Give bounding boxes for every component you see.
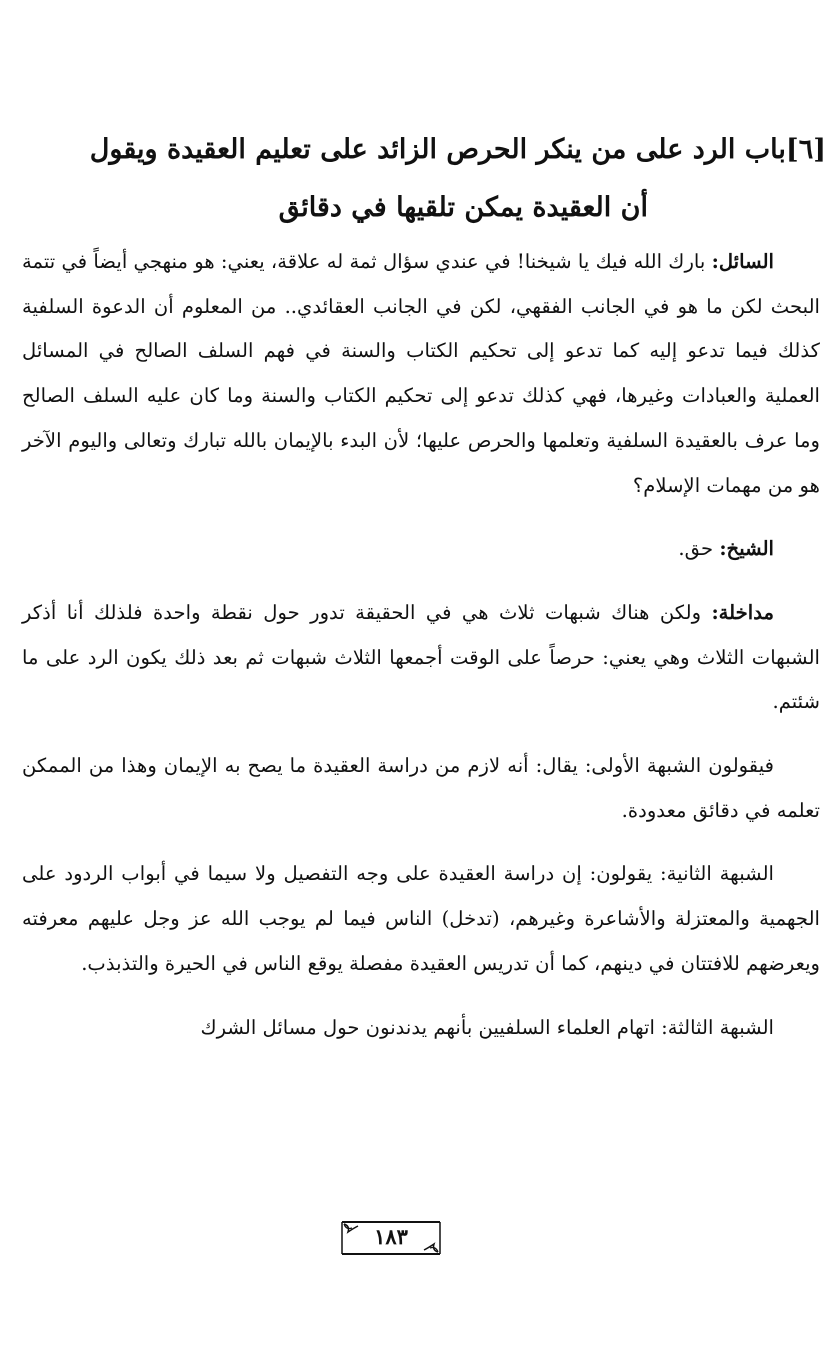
page-number: ١٨٣	[374, 1224, 408, 1249]
paragraph-text: الشبهة الثالثة: اتهام العلماء السلفيين بأنهم يدندنون حول مسائل الشرك	[200, 1015, 774, 1039]
page-body	[22, 240, 820, 1050]
chapter-heading-line-2: أن العقيدة يمكن تلقيها في دقائق	[278, 192, 648, 223]
chapter-heading-line-1: [٦]باب الرد على من ينكر الحرص الزائد على تعليم العقيدة ويقول	[89, 134, 826, 165]
paragraph-text: بارك الله فيك يا شيخنا! في عندي سؤال ثمة له علاقة، يعني: هو منهجي أيضاً في تتمة البحث لكن ما هو في الجانب الفقهي، لكن في الجانب العقائدي.. من المعلوم أن الدعوة السلفية كذلك فيما تدعو إليه كما تدعو إلى تحكيم الكتاب والسنة في فهم السلف الصالح في المسائل العملية والعبادات وغيرها، فهي كذلك تدعو إلى تحكيم الكتاب والسنة وما كان عليه السلف الصالح وما عرف بالعقيدة السلفية وتعلمها والحرص عليها؛ لأن البدء بالإيمان بالله تبارك وتعالى واليوم الآخر هو من مهمات الإسلام؟	[22, 250, 820, 497]
speaker-label: مداخلة:	[711, 600, 774, 624]
paragraph-text: حق.	[678, 537, 720, 561]
speaker-label: السائل:	[711, 250, 774, 273]
paragraph-second-doubt	[22, 852, 820, 986]
paragraph-intervention	[22, 591, 820, 725]
paragraph-sheikh	[22, 527, 820, 572]
speaker-label: الشيخ:	[719, 537, 774, 561]
page-number-frame	[336, 1216, 446, 1260]
paragraph-text: ولكن هناك شبهات ثلاث هي في الحقيقة تدور حول نقطة واحدة فلذلك أنا أذكر الشبهات الثلاث وهي يعني: حرصاً على الوقت أجمعها الثلاث شبهات ثم بعد ذلك يكون الرد على ما شئتم.	[22, 600, 820, 714]
paragraph-text: الشبهة الثانية: يقولون: إن دراسة العقيدة على وجه التفصيل ولا سيما في أبواب الردود على الجهمية والمعتزلة والأشاعرة وغيرهم، (تدخل) الناس فيما لم يوجب الله عز وجل عليهم معرفته ويعرضهم للافتتان في دينهم، كما أن تدريس العقيدة مفصلة يوقع الناس في الحيرة والتذبذب.	[22, 862, 820, 975]
paragraph-text: فيقولون الشبهة الأولى: يقال: أنه لازم من دراسة العقيدة ما يصح به الإيمان وهذا من الممكن تعلمه في دقائق معدودة.	[22, 754, 820, 822]
paragraph-questioner	[22, 240, 820, 508]
paragraph-third-doubt	[22, 1006, 820, 1051]
paragraph-first-doubt	[22, 744, 820, 833]
